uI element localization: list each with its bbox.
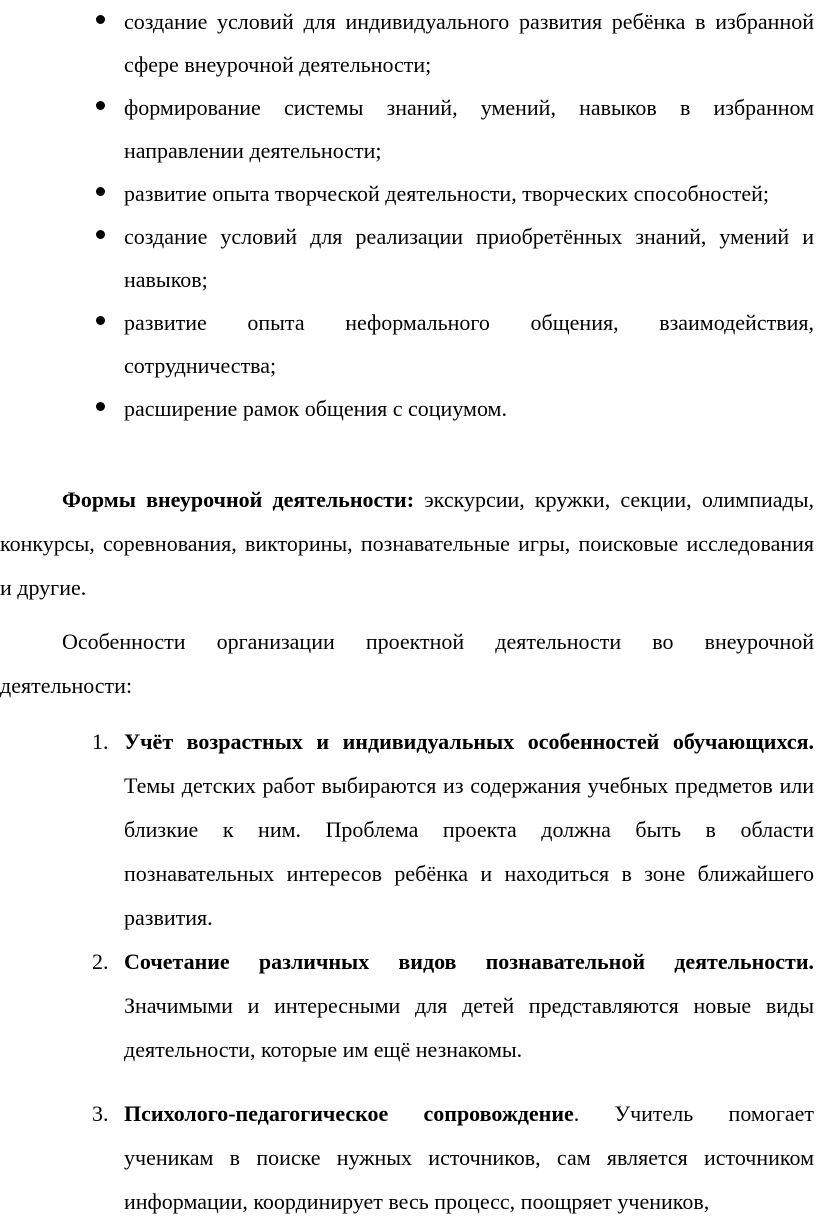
list-item [124,215,814,301]
features-intro-paragraph: Особенности организации проектной деятельности во внеурочной деятельности: [0,629,814,698]
bullet-text: формирование системы знаний, умений, навыков в избранном направлении деятельности; [124,95,814,163]
feature-title: Сочетание различных видов познавательной деятельности. [124,949,814,974]
list-item [124,172,814,215]
feature-text: . Учитель помогает ученикам в поиске нужных источников, сам является источником информации, координирует весь процесс, поощряет учеников, [124,1101,814,1214]
features-numbered-list [0,720,816,1224]
bullet-icon [96,316,105,325]
bullet-text: создание условий для реализации приобретённых знаний, умений и навыков; [124,224,814,292]
bullet-icon [96,15,105,24]
item-number: 3. [92,1101,109,1126]
forms-paragraph [0,478,814,610]
list-item [124,301,814,387]
item-number: 2. [92,949,109,974]
bullet-text: развитие опыта творческой деятельности, творческих способностей; [124,181,770,206]
item-number: 1. [92,729,109,754]
bullet-icon [96,101,105,110]
feature-title: Учёт возрастных и индивидуальных особенностей обучающихся. [124,729,814,754]
list-item [124,387,814,430]
forms-label: Формы внеурочной деятельности: [62,487,415,512]
bullet-icon [96,402,105,411]
list-item [124,86,814,172]
list-item [124,0,814,86]
bullet-text: создание условий для индивидуального развития ребёнка в избранной сфере внеурочной деятельности; [124,9,814,77]
forms-text: экскурсии, кружки, секции, олимпиады, конкурсы, соревнования, викторины, познавательные игры, поисковые исследования и другие. [0,487,814,600]
list-item [92,940,814,1072]
list-item [92,1092,814,1224]
feature-title: Психолого-педагогическое сопровождение [124,1101,574,1126]
goals-bullet-list [0,0,816,430]
feature-text: Значимыми и интересными для детей представляются новые виды деятельности, которые им ещё незнакомы. [124,993,814,1062]
feature-text: Темы детских работ выбираются из содержания учебных предметов или близкие к ним. Проблема проекта должна быть в области познавательных интересов ребёнка и находиться в зоне ближайшего развития. [124,773,814,930]
bullet-text: развитие опыта неформального общения, взаимодействия, сотрудничества; [124,310,814,378]
bullet-icon [96,187,105,196]
bullet-text: расширение рамок общения с социумом. [124,396,507,421]
list-item [92,720,814,940]
bullet-icon [96,230,105,239]
